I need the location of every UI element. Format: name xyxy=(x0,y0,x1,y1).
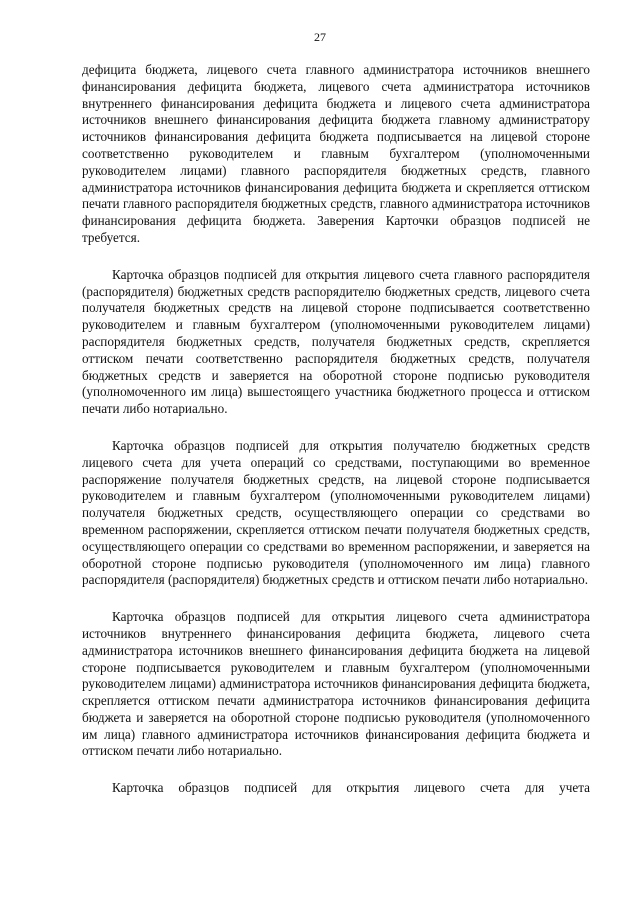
paragraph-1: дефицита бюджета, лицевого счета главного администратора источников внешнего финансирования дефицита бюджета, лицевого счета администратора источников внутреннего финансирования дефицита бюджета и лицевого счета администратора источников внешнего финансирования дефицита бюджета главному администратору источников финансирования дефицита бюджета подписывается на лицевой стороне соответственно руководителем и главным бухгалтером (уполномоченными руководителем лицами) главного распорядителя бюджетных средств, главного администратора источников финансирования дефицита бюджета и скрепляется оттиском печати главного распорядителя бюджетных средств, главного администратора источников финансирования дефицита бюджета. Заверения Карточки образцов подписей не требуется. xyxy=(82,62,590,245)
paragraph-5: Карточка образцов подписей для открытия лицевого счета для учета xyxy=(112,780,590,796)
paragraph-2: Карточка образцов подписей для открытия лицевого счета главного распорядителя (распорядителя) бюджетных средств распорядителю бюджетных средств, лицевого счета получателя бюджетных средств на лицевой стороне подписывается соответственно руководителем и главным бухгалтером (уполномоченными руководителем лицами) распорядителя бюджетных средств, получателя бюджетных средств, скрепляется оттиском печати соответственно распорядителя бюджетных средств, получателя бюджетных средств и заверяется на оборотной стороне подписью руководителя (уполномоченного им лица) вышестоящего участника бюджетного процесса и оттиском печати либо нотариально. xyxy=(82,266,590,417)
page-number: 27 xyxy=(314,30,326,44)
document-body xyxy=(82,62,590,797)
paragraph-4: Карточка образцов подписей для открытия лицевого счета администратора источников внутреннего финансирования дефицита бюджета, лицевого счета администратора источников внешнего финансирования дефицита бюджета на лицевой стороне подписывается руководителем и главным бухгалтером (уполномоченными руководителем лицами) администратора источников финансирования дефицита бюджета, скрепляется оттиском печати администратора источников финансирования дефицита бюджета и заверяется на оборотной стороне подписью руководителя (уполномоченного им лица) главного администратора источников финансирования дефицита бюджета и оттиском печати либо нотариально. xyxy=(82,609,590,759)
paragraph-3: Карточка образцов подписей для открытия получателю бюджетных средств лицевого счета для учета операций со средствами, поступающими во временное распоряжение получателя бюджетных средств, на лицевой стороне подписывается руководителем и главным бухгалтером (уполномоченными руководителем лицами) получателя бюджетных средств, осуществляющего операции со средствами во временном распоряжении, скрепляется оттиском печати получателя бюджетных средств, осуществляющего операции со средствами во временном распоряжении, и заверяется на оборотной стороне подписью руководителя (уполномоченного им лица) главного распорядителя (распорядителя) бюджетных средств и оттиском печати либо нотариально. xyxy=(82,437,590,588)
